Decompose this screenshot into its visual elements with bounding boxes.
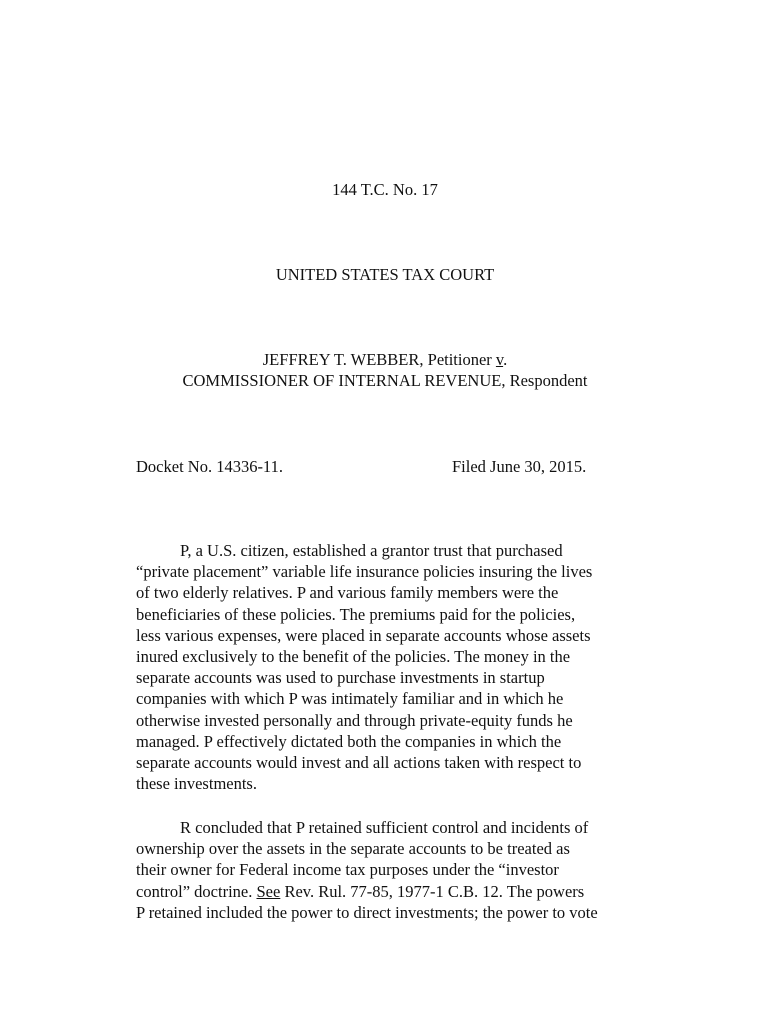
summary-line: companies with which P was intimately familiar and in which he bbox=[136, 689, 564, 709]
caption-petitioner-line bbox=[0, 349, 770, 370]
summary-line: inured exclusively to the benefit of the policies. The money in the bbox=[136, 647, 571, 667]
summary-line: separate accounts would invest and all actions taken with respect to bbox=[136, 753, 582, 773]
summary-line: their owner for Federal income tax purposes under the “investor bbox=[136, 860, 559, 880]
summary-line: R concluded that P retained sufficient control and incidents of bbox=[180, 818, 589, 837]
summary-line: less various expenses, were placed in separate accounts whose assets bbox=[136, 625, 591, 645]
see-signal: See bbox=[256, 881, 281, 901]
docket-row bbox=[136, 456, 636, 478]
versus-period: . bbox=[503, 350, 508, 369]
case-caption bbox=[0, 349, 770, 391]
summary-line: these investments. bbox=[136, 774, 257, 794]
summary-line: beneficiaries of these policies. The premiums paid for the policies, bbox=[136, 604, 576, 624]
summary-line: P retained included the power to direct investments; the power to vote bbox=[136, 902, 598, 922]
summary-line: Rev. Rul. 77-85, 1977-1 C.B. 12. The powers bbox=[280, 881, 585, 901]
summary-line: managed. P effectively dictated both the companies in which the bbox=[136, 731, 562, 751]
summary-paragraph-1 bbox=[136, 540, 636, 794]
versus-abbreviation: v bbox=[495, 350, 504, 369]
docket-number: Docket No. 14336-11. bbox=[136, 457, 283, 476]
summary-paragraph-2 bbox=[136, 817, 636, 923]
summary-line: P, a U.S. citizen, established a grantor trust that purchased bbox=[180, 541, 563, 560]
filed-date: Filed June 30, 2015. bbox=[452, 457, 587, 476]
summary-line: otherwise invested personally and through private-equity funds he bbox=[136, 710, 573, 730]
summary-line: of two elderly relatives. P and various family members were the bbox=[136, 583, 559, 603]
summary-line: control” doctrine. bbox=[136, 881, 257, 901]
court-name: UNITED STATES TAX COURT bbox=[275, 265, 495, 284]
summary-line: “private placement” variable life insurance policies insuring the lives bbox=[136, 562, 593, 582]
summary-line: separate accounts was used to purchase investments in startup bbox=[136, 668, 545, 688]
respondent-name: COMMISSIONER OF INTERNAL REVENUE, Respondent bbox=[182, 371, 588, 390]
summary-line: ownership over the assets in the separate accounts to be treated as bbox=[136, 839, 570, 859]
case-citation: 144 T.C. No. 17 bbox=[332, 180, 438, 199]
petitioner-name: JEFFREY T. WEBBER, Petitioner bbox=[262, 350, 496, 369]
